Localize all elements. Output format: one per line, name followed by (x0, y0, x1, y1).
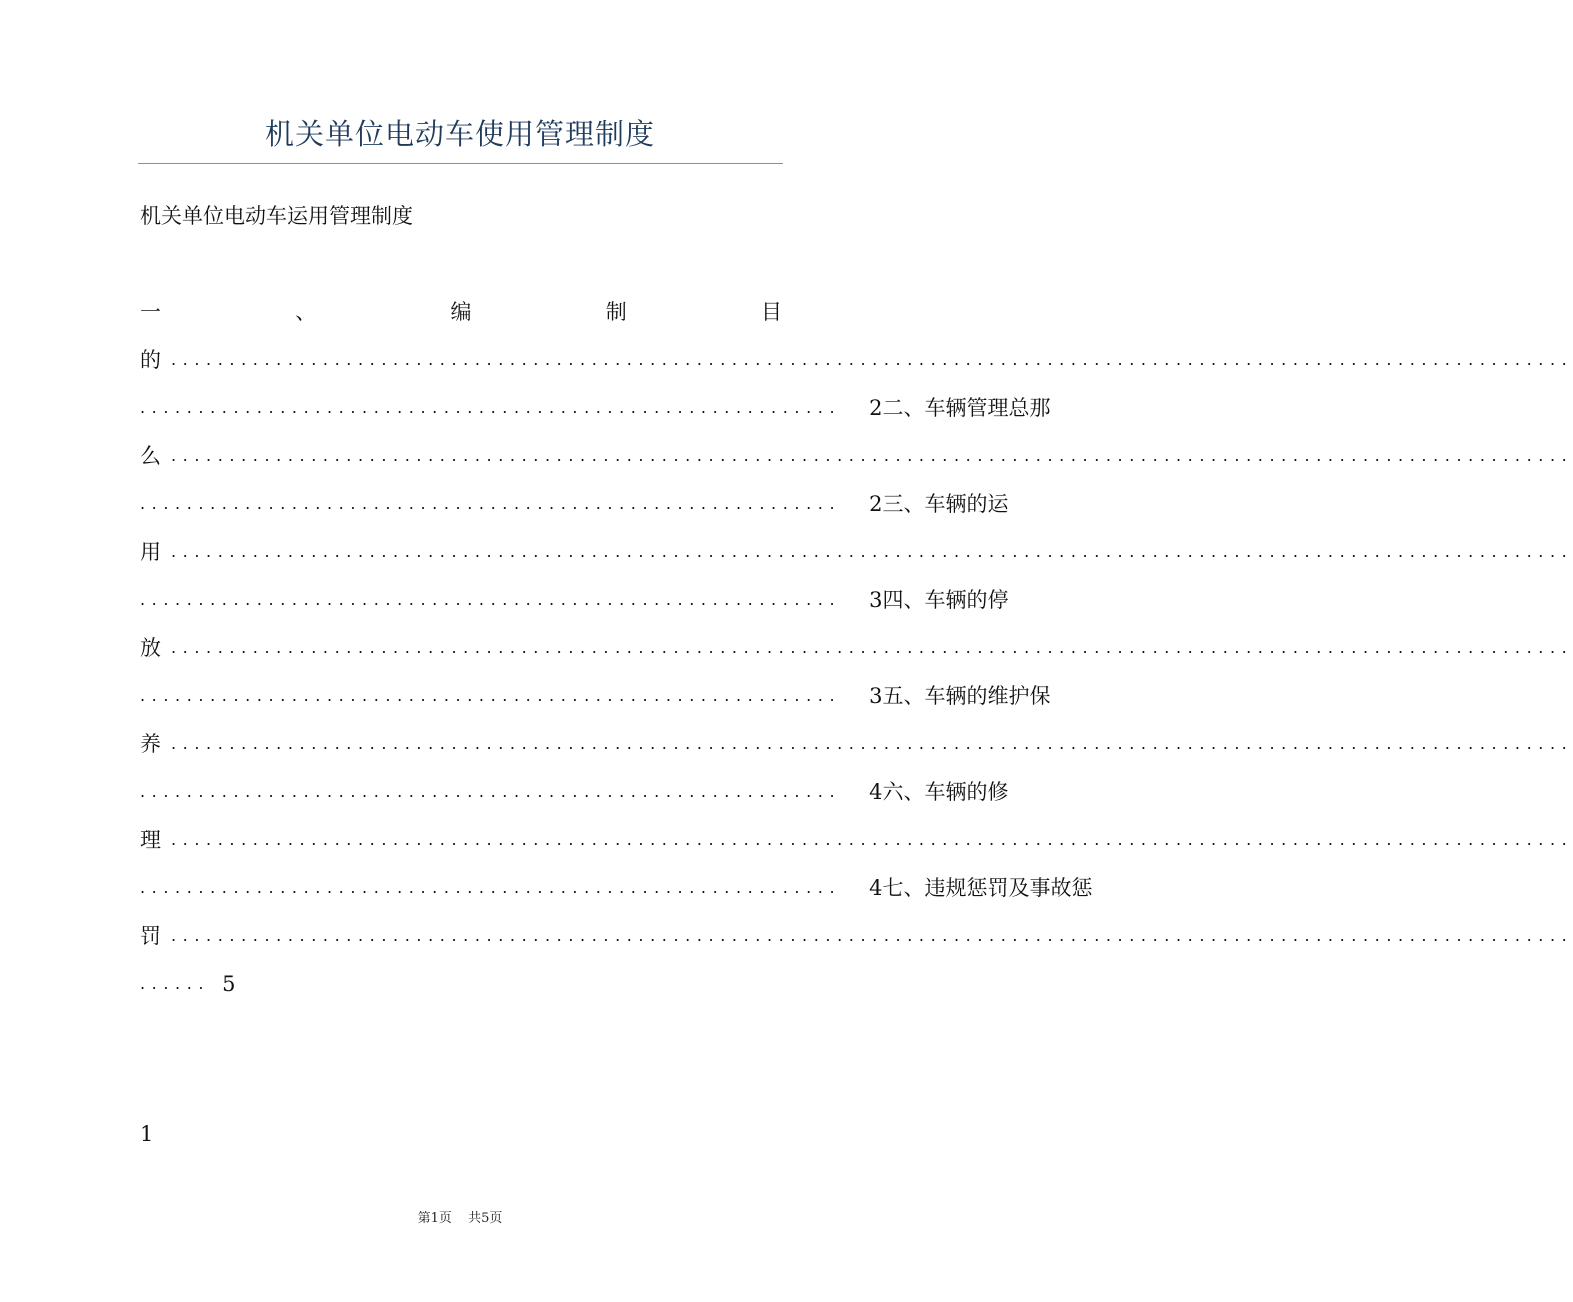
toc-token: 规 (945, 876, 967, 900)
toc-token: 车 (924, 396, 946, 420)
toc-token: 辆 (945, 588, 967, 612)
toc-line (140, 624, 1573, 672)
document-title: 机关单位电动车使用管理制度 (264, 117, 655, 151)
toc-entry-head (869, 768, 1008, 816)
toc-page-number: 5 (222, 972, 236, 996)
toc-token: 目 (761, 300, 782, 324)
toc-line (140, 288, 782, 336)
toc-token: 三 (882, 492, 904, 516)
toc-token: 编 (450, 300, 472, 324)
toc-entry-tail: 放 (140, 636, 161, 660)
toc-token: 二 (882, 396, 904, 420)
toc-entry-tail: 罚 (140, 924, 161, 948)
toc-page-number: 2 (869, 492, 883, 516)
toc-page-number: 3 (869, 684, 883, 708)
toc-token: 车 (924, 492, 946, 516)
toc-token: 那 (1029, 396, 1051, 420)
toc-page-number: 4 (869, 780, 883, 804)
dot-leader: ...... (140, 974, 211, 993)
dot-leader: ........................................................................................................................ (171, 542, 1573, 561)
toc-entry-head (869, 576, 1008, 624)
toc-token: 管 (966, 396, 988, 420)
toc-entry-head (869, 864, 1092, 912)
toc-line (140, 384, 1051, 432)
toc-token: 的 (966, 684, 988, 708)
dot-leader: ........................................................................................................................ (171, 638, 1573, 657)
toc-token: 辆 (945, 396, 967, 420)
title-divider (138, 163, 783, 164)
toc-token: 车 (924, 780, 946, 804)
dot-leader: ............................................................ (140, 686, 842, 705)
toc-token: 、 (903, 492, 925, 516)
toc-line (140, 816, 1573, 864)
toc-token: 事 (1029, 876, 1051, 900)
toc-token: 车 (924, 588, 946, 612)
dot-leader: ............................................................ (140, 590, 842, 609)
toc-token: 修 (987, 780, 1009, 804)
toc-line (140, 912, 1573, 960)
toc-token: 辆 (945, 684, 967, 708)
toc-token: 、 (903, 684, 925, 708)
dot-leader: ........................................................................................................................ (171, 830, 1573, 849)
toc-line (140, 480, 1009, 528)
toc-token: 惩 (966, 876, 988, 900)
toc-line (140, 864, 1093, 912)
dot-leader: ........................................................................................................................ (171, 350, 1573, 369)
toc-token: 六 (882, 780, 904, 804)
toc-token: 违 (924, 876, 946, 900)
toc-token: 及 (1008, 876, 1030, 900)
toc-token: 、 (903, 876, 925, 900)
toc-token: 、 (903, 588, 925, 612)
toc-line (140, 576, 1009, 624)
toc-line (140, 432, 1573, 480)
toc-token: 护 (1008, 684, 1030, 708)
toc-entry-head (869, 480, 1008, 528)
footer-total-pages: 共5页 (468, 1211, 503, 1226)
footer-current-page: 第1页 (417, 1211, 452, 1226)
toc-entry-tail: 用 (140, 540, 161, 564)
toc-entry-tail: 么 (140, 444, 161, 468)
toc-token: 停 (987, 588, 1009, 612)
dot-leader: ............................................................ (140, 782, 842, 801)
toc-page-number: 3 (869, 588, 883, 612)
page-footer (0, 1207, 920, 1226)
toc-token: 四 (882, 588, 904, 612)
toc-token: 的 (966, 780, 988, 804)
toc-token: 五 (882, 684, 904, 708)
toc-entry-head (869, 672, 1050, 720)
dot-leader: ........................................................................................................................ (171, 446, 1573, 465)
toc-line (140, 720, 1573, 768)
toc-page-number: 2 (869, 396, 883, 420)
toc-line (140, 768, 1009, 816)
toc-token: 的 (966, 588, 988, 612)
toc-token: 运 (987, 492, 1009, 516)
dot-leader: ........................................................................................................................ (171, 734, 1573, 753)
toc-token: 、 (903, 780, 925, 804)
toc-token: 总 (1008, 396, 1030, 420)
dot-leader: ............................................................ (140, 878, 842, 897)
toc-page-number: 4 (869, 876, 883, 900)
toc-token: 保 (1029, 684, 1051, 708)
toc-line (140, 960, 782, 1008)
toc-token: 故 (1050, 876, 1072, 900)
toc-token: 惩 (1071, 876, 1093, 900)
toc-entry-tail: 养 (140, 732, 161, 756)
toc-token: 、 (903, 396, 925, 420)
toc-token: 罚 (987, 876, 1009, 900)
toc-token: 一 (140, 300, 161, 324)
table-of-contents (140, 288, 1573, 1008)
dot-leader: ........................................................................................................................ (171, 926, 1573, 945)
toc-token: 车 (924, 684, 946, 708)
document-subtitle: 机关单位电动车运用管理制度 (140, 204, 413, 228)
toc-token: 辆 (945, 492, 967, 516)
dot-leader: ............................................................ (140, 398, 842, 417)
body-page-number: 1 (140, 1122, 154, 1146)
toc-line (140, 528, 1573, 576)
toc-token: 理 (987, 396, 1009, 420)
toc-entry-head (869, 384, 1050, 432)
toc-entry-tail: 理 (140, 828, 161, 852)
toc-token: 的 (966, 492, 988, 516)
toc-token: 、 (295, 300, 317, 324)
toc-token: 制 (605, 300, 627, 324)
toc-token: 七 (882, 876, 904, 900)
toc-entry-tail: 的 (140, 348, 161, 372)
toc-line (140, 672, 1051, 720)
toc-line (140, 336, 1573, 384)
dot-leader: ............................................................ (140, 494, 842, 513)
toc-token: 辆 (945, 780, 967, 804)
toc-token: 维 (987, 684, 1009, 708)
